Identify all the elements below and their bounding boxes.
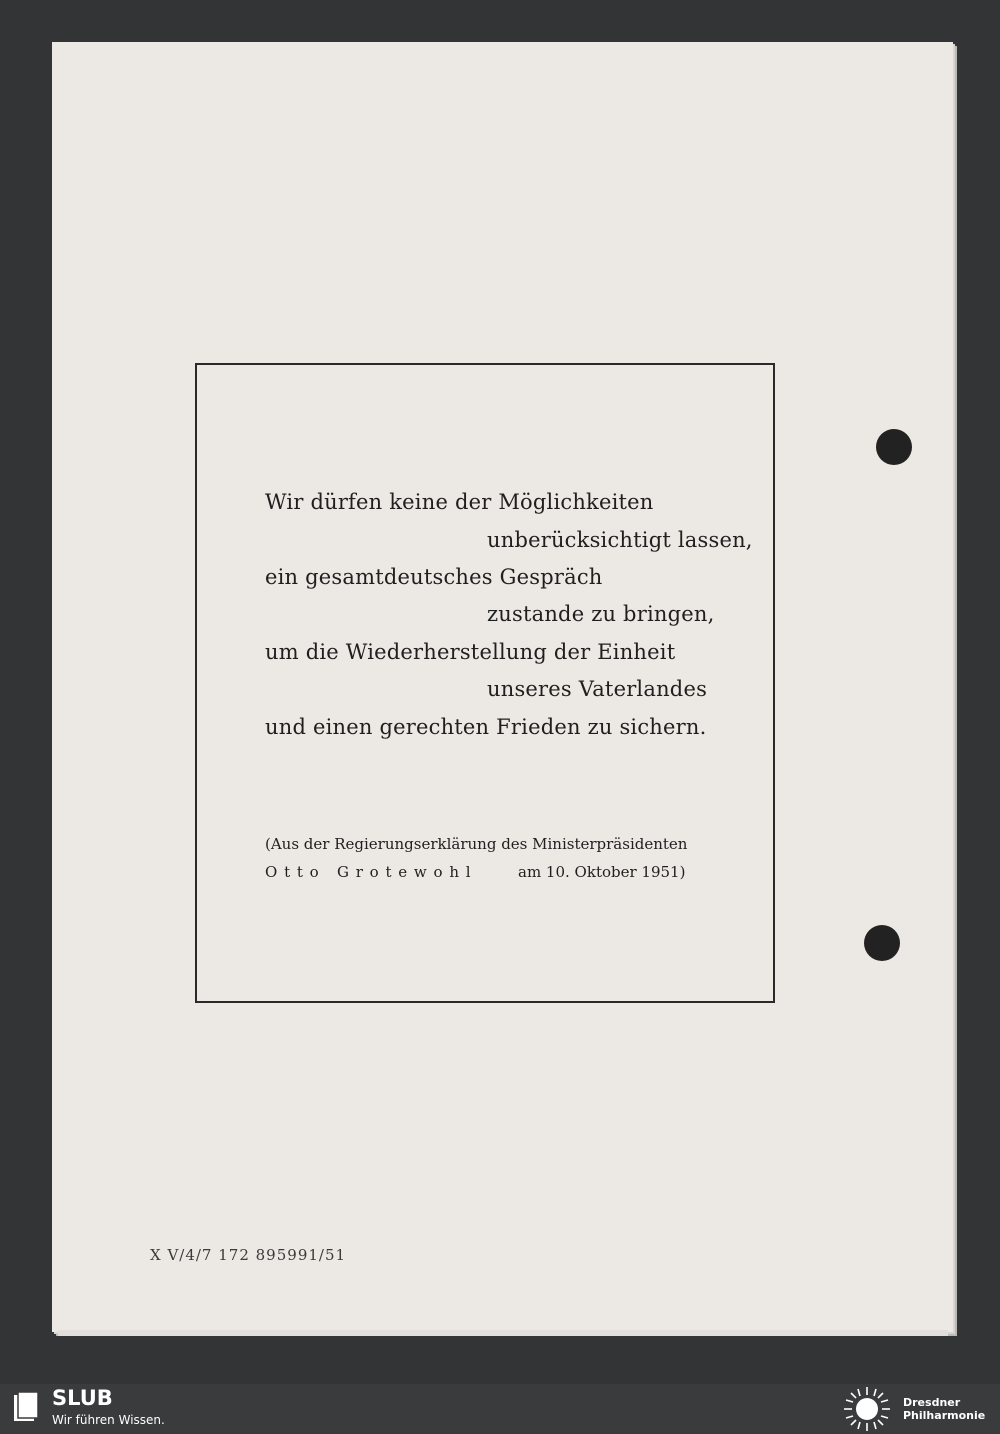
- punch-hole-bottom: [864, 925, 900, 961]
- punch-hole-top: [876, 429, 912, 465]
- slub-logo-icon[interactable]: [12, 1391, 40, 1423]
- slub-tagline: Wir führen Wissen.: [52, 1413, 165, 1427]
- quote-line-6: unseres Vaterlandes: [487, 677, 708, 701]
- slub-title[interactable]: SLUB: [52, 1386, 113, 1410]
- partner-line-2: Philharmonie: [903, 1409, 986, 1422]
- attribution-line-1: (Aus der Regierungserklärung des Ministerpräsidenten: [265, 835, 688, 853]
- attribution-date: am 10. Oktober 1951): [518, 863, 686, 881]
- quote-line-3: ein gesamtdeutsches Gespräch: [265, 565, 603, 589]
- quote-line-5: um die Wiederherstellung der Einheit: [265, 640, 676, 664]
- quote-line-4: zustande zu bringen,: [487, 602, 715, 626]
- partner-name[interactable]: [903, 1396, 985, 1422]
- quote-line-1: Wir dürfen keine der Möglichkeiten: [265, 490, 654, 514]
- quote-line-7: und einen gerechten Frieden zu sichern.: [265, 715, 707, 739]
- dresdner-philharmonie-logo-icon[interactable]: [842, 1385, 892, 1433]
- quote-line-2: unberücksichtigt lassen,: [487, 528, 753, 552]
- attribution-name: O t t o G r o t e w o h l: [265, 863, 472, 881]
- archive-code: X V/4/7 172 895991/51: [150, 1246, 347, 1264]
- partner-line-1: Dresdner: [903, 1396, 961, 1409]
- page-edge: [58, 1330, 948, 1336]
